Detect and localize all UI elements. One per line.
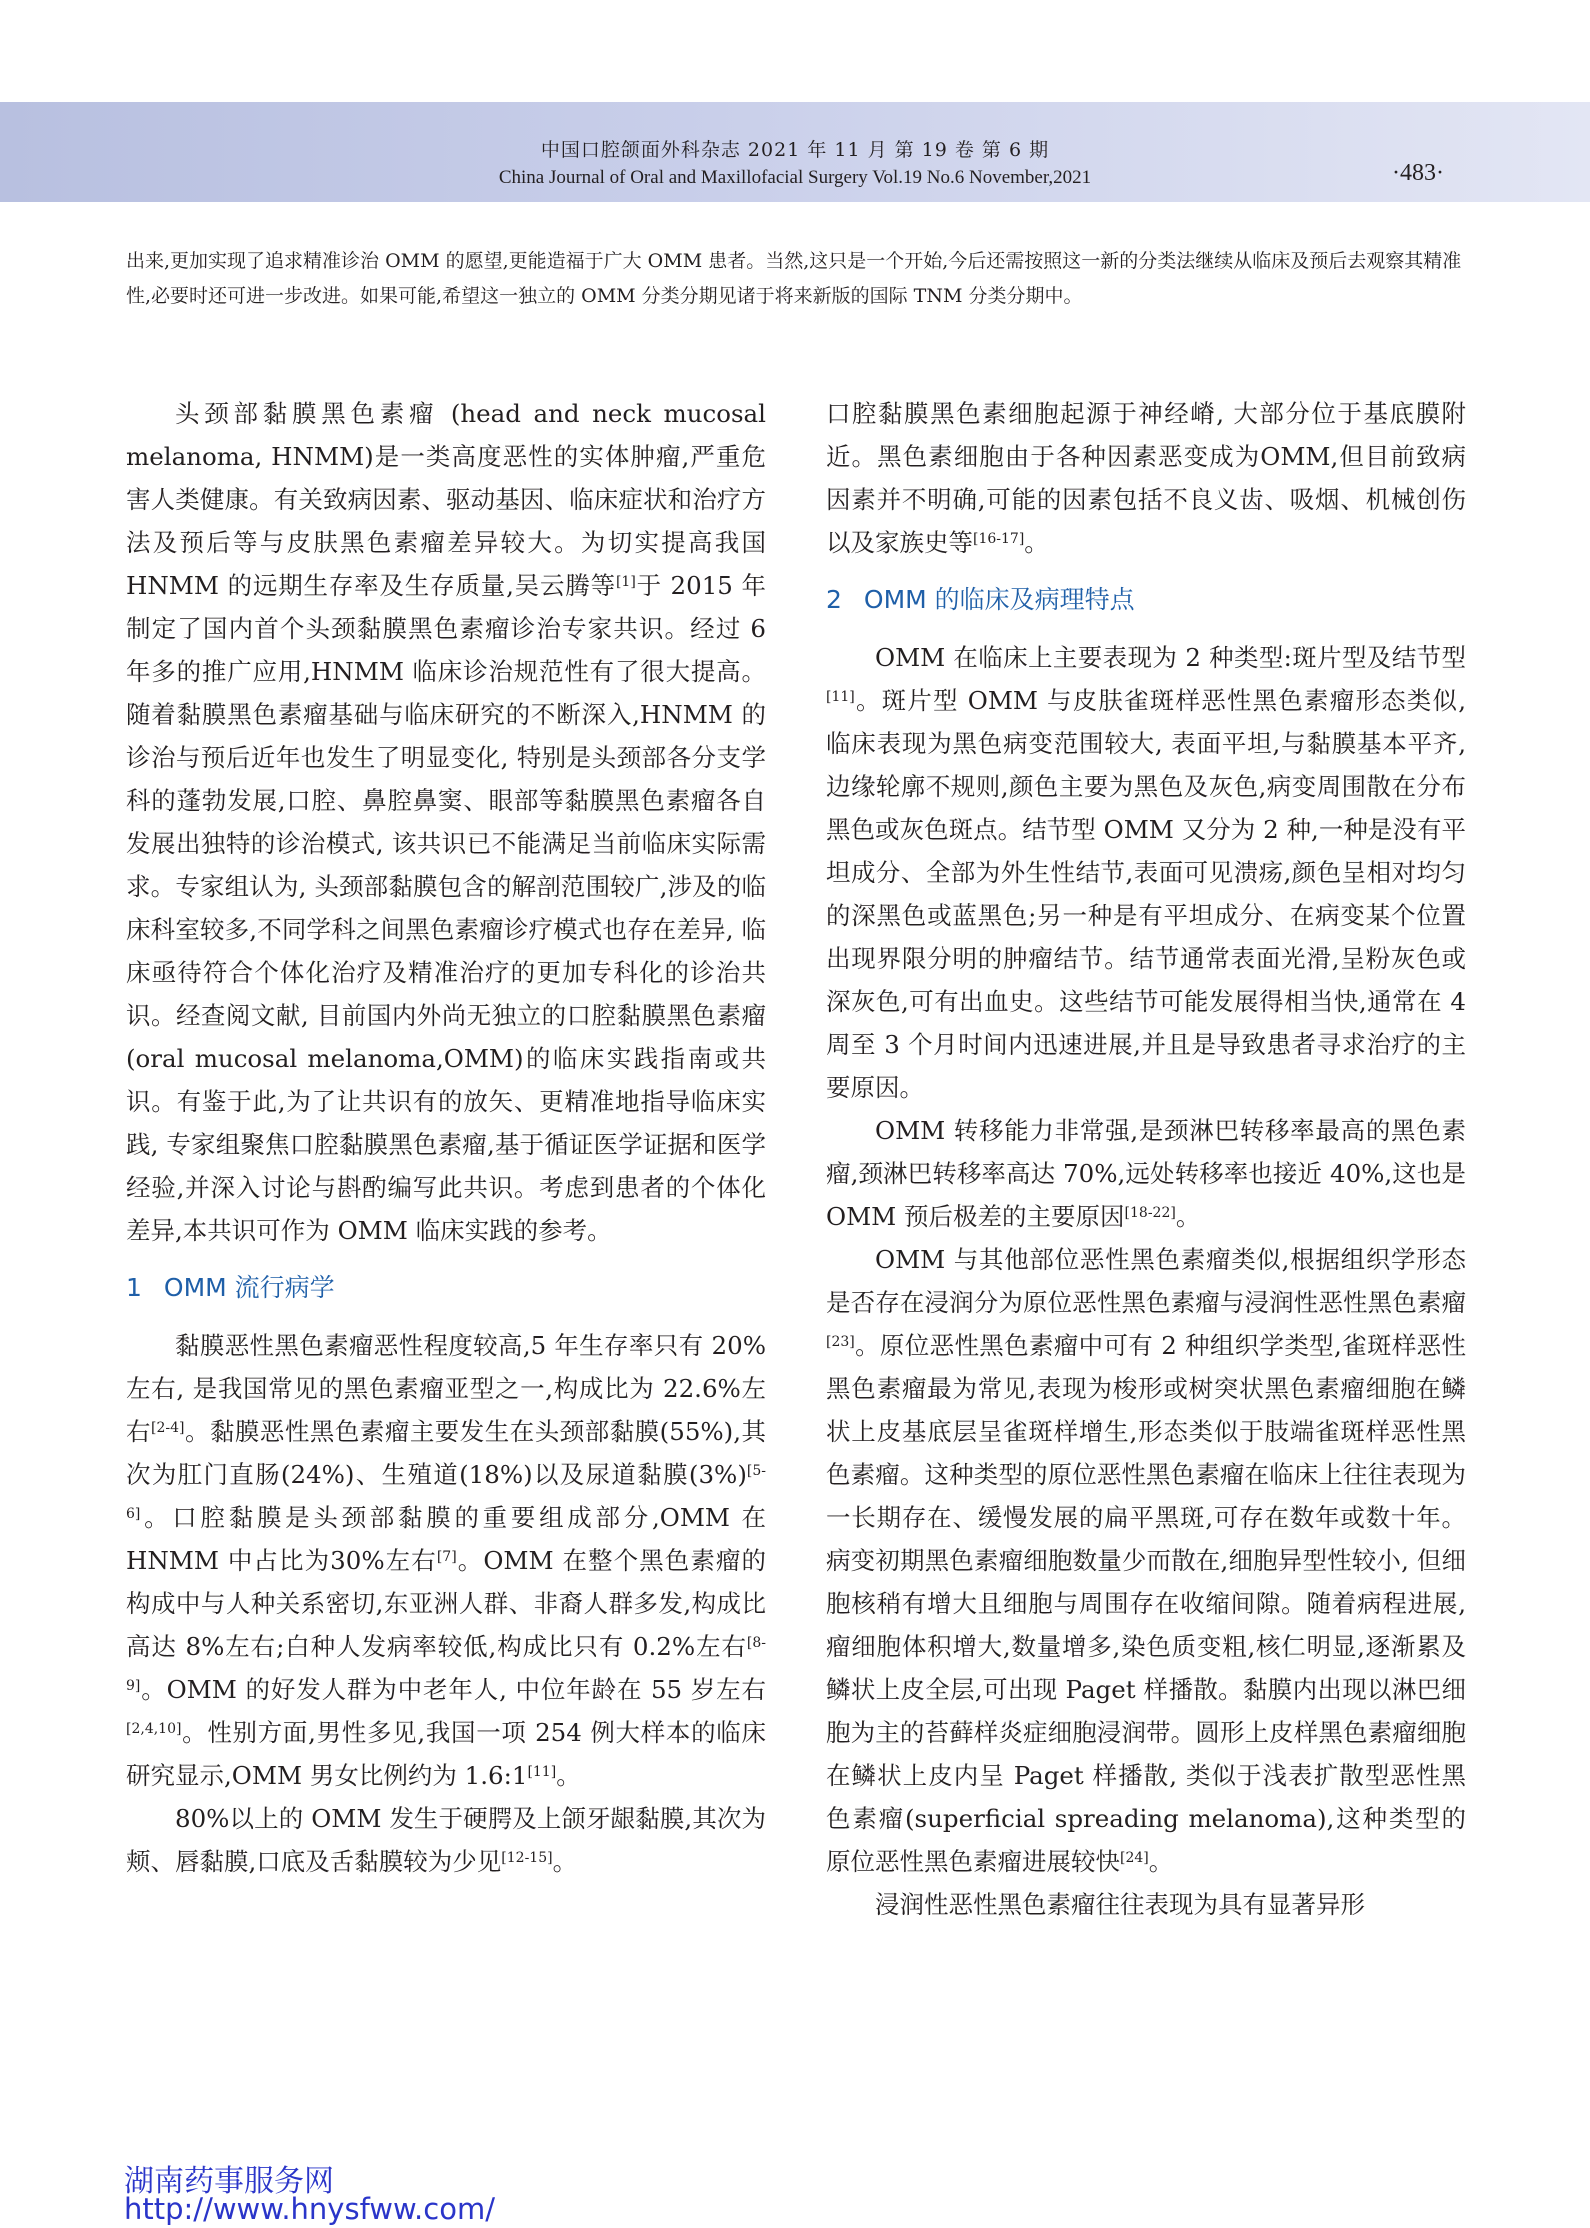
section-number: 2 (826, 585, 842, 614)
text-run: 。 (556, 1761, 581, 1790)
text-run: 。斑片型 OMM 与皮肤雀斑样恶性黑色素瘤形态类似, 临床表现为黑色病变范围较大, 表面平坦,与黏膜基本平齐,边缘轮廓不规则,颜色主要为黑色及灰色,病变周围散在分布黑色或灰色斑点。结节型 OMM 又分为 2 种,一种是没有平坦成分、全部为外生性结节,表面可见溃疡,颜色呈相对均匀的深黑色或蓝黑色;另一种是有平坦成分、在病变某个位置出现界限分明的肿瘤结节。结节通常表面光滑,呈粉灰色或深灰色,可有出血史。这些结节可能发展得相当快,通常在 4 周至 3 个月时间内迅速进展,并且是导致患者寻求治疗的主要原因。 (826, 686, 1466, 1102)
citation: [12-15] (501, 1850, 553, 1866)
metastasis-paragraph (826, 1109, 1466, 1238)
clinical-types-paragraph (826, 636, 1466, 1109)
journal-title-cn: 中国口腔颌面外科杂志 2021 年 11 月 第 19 卷 第 6 期 (540, 139, 1050, 161)
text-run: 于 2015 年制定了国内首个头颈黏膜黑色素瘤诊治专家共识。经过 6 年多的推广应用,HNMM 临床诊治规范性有了很大提高。随着黏膜黑色素瘤基础与临床研究的不断深入,HNMM 的诊治与预后近年也发生了明显变化, 特别是头颈部各分支学科的蓬勃发展,口腔、鼻腔鼻窦、眼部等黏膜黑色素瘤各自发展出独特的诊治模式, 该共识已不能满足当前临床实际需求。专家组认为, 头颈部黏膜包含的解剖范围较广,涉及的临床科室较多,不同学科之间黑色素瘤诊疗模式也存在差异, 临床亟待符合个体化治疗及精准治疗的更加专科化的诊治共识。经查阅文献, 目前国内外尚无独立的口腔黏膜黑色素瘤(oral mucosal melanoma,OMM)的临床实践指南或共识。有鉴于此,为了让共识有的放矢、更精准地指导临床实践, 专家组聚焦口腔黏膜黑色素瘤,基于循证医学证据和医学经验,并深入讨论与斟酌编写此共识。考虑到患者的个体化差异,本共识可作为 OMM 临床实践的参考。 (126, 571, 766, 1245)
text-run: OMM 在临床上主要表现为 2 种类型:斑片型及结节型 (875, 643, 1466, 672)
epidemiology-paragraph (126, 1324, 766, 1797)
text-run: OMM 转移能力非常强,是颈淋巴转移率最高的黑色素瘤,颈淋巴转移率高达 70%,远处转移率也接近 40%,这也是 OMM 预后极差的主要原因 (826, 1116, 1466, 1231)
citation: [16-17] (973, 531, 1025, 547)
citation: [2-4] (151, 1420, 185, 1436)
text-run: 口腔黏膜黑色素细胞起源于神经嵴, 大部分位于基底膜附近。黑色素细胞由于各种因素恶变成为OMM,但目前致病因素并不明确,可能的因素包括不良义齿、吸烟、机械创伤以及家族史等 (826, 399, 1466, 557)
section-title: OMM 的临床及病理特点 (863, 585, 1135, 614)
text-run: 。性别方面,男性多见,我国一项 254 例大样本的临床研究显示,OMM 男女比例约为 1.6:1 (126, 1718, 766, 1790)
journal-title-en: China Journal of Oral and Maxillofacial Surgery Vol.19 No.6 November,2021 (498, 167, 1092, 188)
citation: [24] (1120, 1850, 1149, 1866)
right-column (826, 392, 1466, 1926)
section-heading-epidemiology (126, 1260, 766, 1316)
citation: [7] (436, 1549, 457, 1565)
origin-paragraph (826, 392, 1466, 564)
text-run: 。OMM 在整个黑色素瘤的构成中与人种关系密切,东亚洲人群、非裔人群多发,构成比高达 8%左右;白种人发病率较低,构成比只有 0.2%左右 (126, 1546, 767, 1661)
text-run: 。 (1175, 1202, 1201, 1231)
text-run: 头颈部黏膜黑色素瘤 (head and neck mucosal melanoma, HNMM)是一类高度恶性的实体肿瘤,严重危害人类健康。有关致病因素、驱动基因、临床症状和治疗方法及预后等与皮肤黑色素瘤差异较大。为切实提高我国 HNMM 的远期生存率及生存质量,吴云腾等 (126, 399, 766, 600)
citation: [11] (826, 689, 855, 705)
text-run: 。 (552, 1847, 578, 1876)
citation: [8-9] (126, 1635, 766, 1694)
text-run: 。 (1148, 1847, 1174, 1876)
citation: [11] (527, 1764, 557, 1780)
text-run: 。口腔黏膜是头颈部黏膜的重要组成部分,OMM 在 HNMM 中占比为30%左右 (126, 1503, 766, 1575)
invasive-paragraph (826, 1883, 1466, 1926)
citation: [2,4,10] (126, 1721, 182, 1737)
histology-paragraph (826, 1238, 1466, 1883)
watermark-site-name: 湖南药事服务网 (124, 2164, 334, 2199)
citation: [23] (826, 1334, 855, 1350)
intro-paragraph (126, 392, 766, 1252)
text-run: 黏膜恶性黑色素瘤恶性程度较高,5 年生存率只有 20%左右, 是我国常见的黑色素瘤亚型之一,构成比为 22.6%左右 (126, 1331, 766, 1446)
text-run: 。OMM 的好发人群为中老年人, 中位年龄在 55 岁左右 (140, 1675, 766, 1704)
citation: [1] (615, 574, 636, 590)
page-number: ·483· (1392, 160, 1444, 186)
section-heading-clinical-pathology (826, 572, 1466, 628)
text-run: 。 (1024, 528, 1049, 557)
citation: [18-22] (1124, 1205, 1176, 1221)
watermark-url-link[interactable]: http://www.hnysfww.com/ (124, 2192, 495, 2226)
left-column (126, 392, 766, 1883)
abstract-tail: 出来,更加实现了追求精准诊治 OMM 的愿望,更能造福于广大 OMM 患者。当然,这只是一个开始,今后还需按照这一新的分类法继续从临床及预后去观察其精准性,必要时还可进一步改进。如果可能,希望这一独立的 OMM 分类分期见诸于将来新版的国际 TNM 分类分期中。 (126, 250, 1462, 307)
text-run: OMM 与其他部位恶性黑色素瘤类似,根据组织学形态是否存在浸润分为原位恶性黑色素瘤与浸润性恶性黑色素瘤 (826, 1245, 1466, 1317)
section-title: OMM 流行病学 (163, 1273, 335, 1302)
section-number: 1 (126, 1273, 142, 1302)
text-run: 。黏膜恶性黑色素瘤主要发生在头颈部黏膜(55%),其次为肛门直肠(24%)、生殖道(18%)以及尿道黏膜(3%) (126, 1417, 767, 1489)
site-paragraph (126, 1797, 766, 1883)
text-run: 80%以上的 OMM 发生于硬腭及上颌牙龈黏膜,其次为颊、唇黏膜,口底及舌黏膜较为少见 (126, 1804, 766, 1876)
text-run: 浸润性恶性黑色素瘤往往表现为具有显著异形 (875, 1890, 1365, 1919)
citation: [5-6] (126, 1463, 766, 1522)
text-run: 。原位恶性黑色素瘤中可有 2 种组织学类型,雀斑样恶性黑色素瘤最为常见,表现为梭形或树突状黑色素瘤细胞在鳞状上皮基底层呈雀斑样增生,形态类似于肢端雀斑样恶性黑色素瘤。这种类型的原位恶性黑色素瘤在临床上往往表现为一长期存在、缓慢发展的扁平黑斑,可存在数年或数十年。病变初期黑色素瘤细胞数量少而散在,细胞异型性较小, 但细胞核稍有增大且细胞与周围存在收缩间隙。随着病程进展,瘤细胞体积增大,数量增多,染色质变粗,核仁明显,逐渐累及鳞状上皮全层,可出现 Paget 样播散。黏膜内出现以淋巴细胞为主的苔藓样炎症细胞浸润带。圆形上皮样黑色素瘤细胞在鳞状上皮内呈 Paget 样播散, 类似于浅表扩散型恶性黑色素瘤(superficial spreading melanoma),这种类型的原位恶性黑色素瘤进展较快 (826, 1331, 1466, 1876)
